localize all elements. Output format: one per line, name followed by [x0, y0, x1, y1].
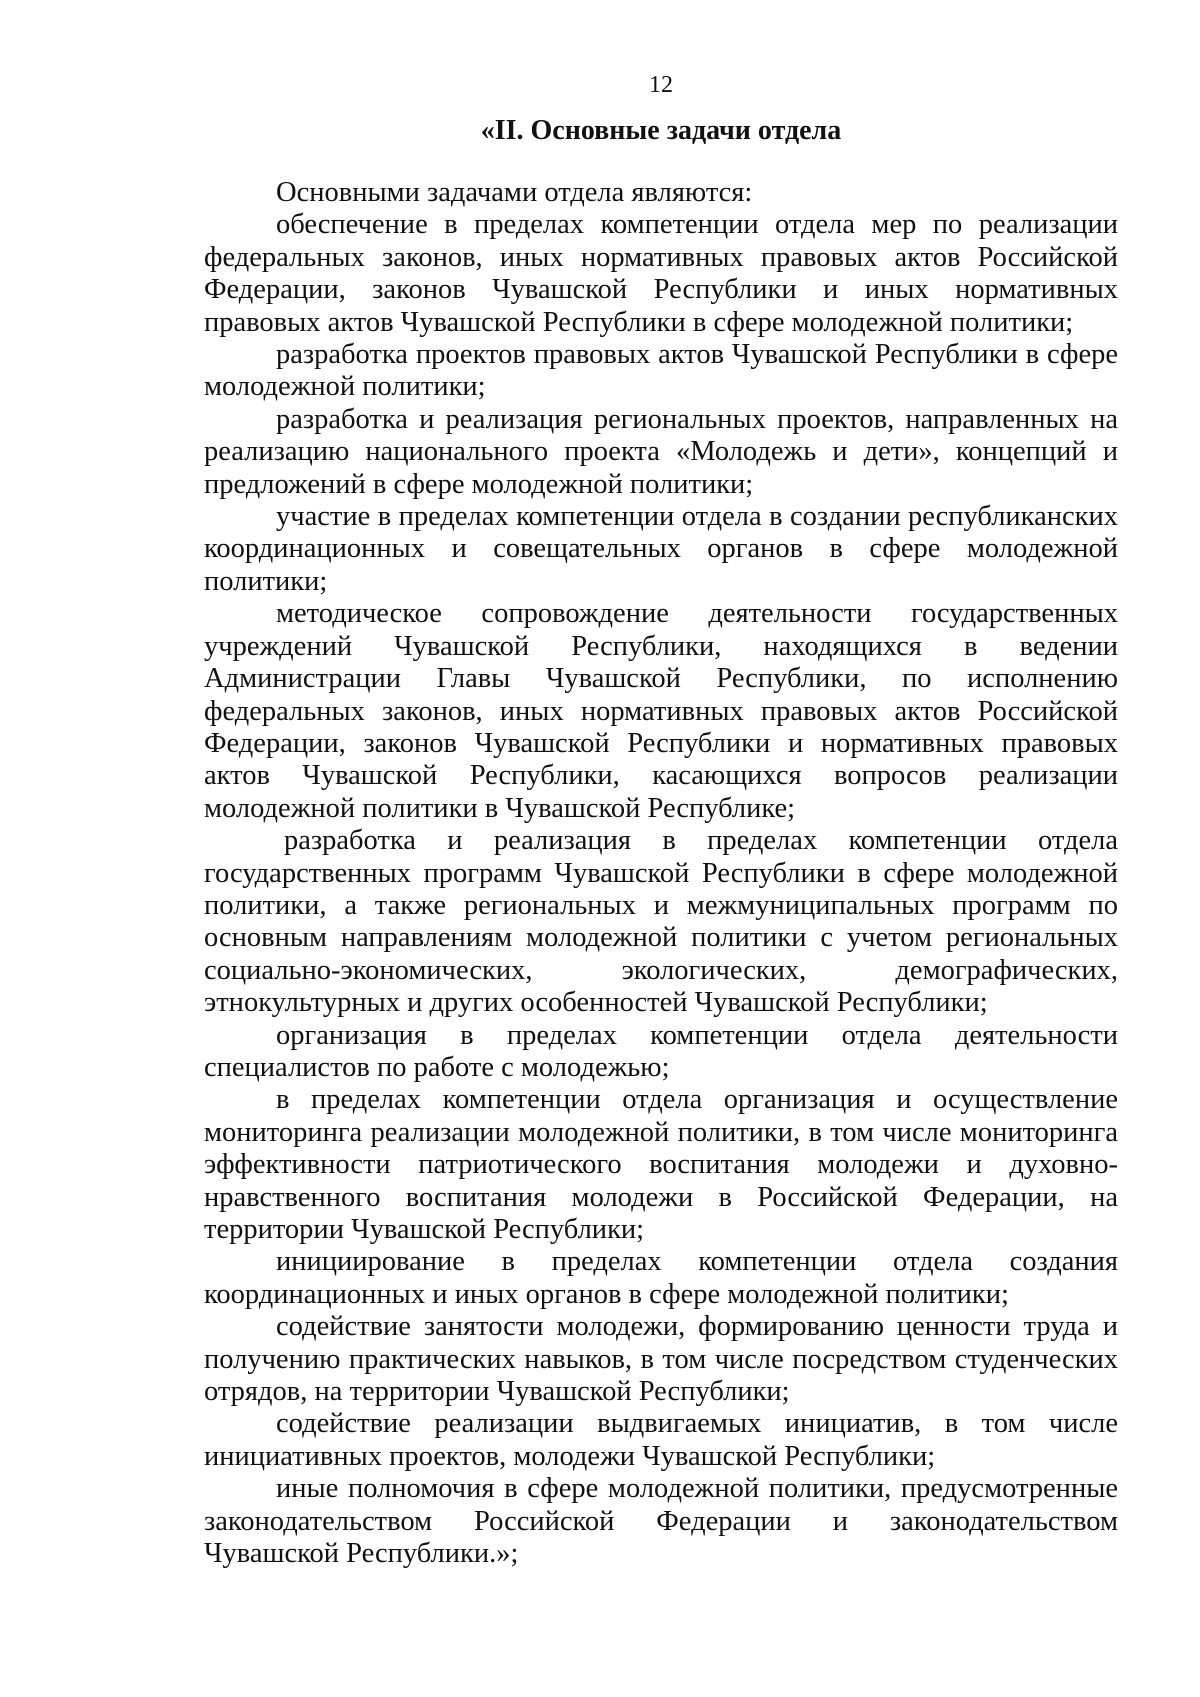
page-number: 12	[649, 72, 673, 98]
task-item: иные полномочия в сфере молодежной политики, предусмотренные законодательством Российской Федерации и законодательством Чувашской Республики.»;	[204, 1473, 1118, 1570]
task-item: участие в пределах компетенции отдела в создании республиканских координационных и совещательных органов в сфере молодежной политики;	[204, 501, 1118, 597]
task-item: методическое сопровождение деятельности государственных учреждений Чувашской Республики, находящихся в ведении Администрации Главы Чувашской Республики, по исполнению федеральных законов, иных нормативных правовых актов Российской Федерации, законов Чувашской Республики и нормативных правовых актов Чувашской Республики, касающихся вопросов реализации молодежной политики в Чувашской Республике;	[204, 598, 1118, 824]
task-item: в пределах компетенции отдела организация и осуществление мониторинга реализации молодежной политики, в том числе мониторинга эффективности патриотического воспитания молодежи и духовно-нравственного воспитания молодежи в Российской Федерации, на территории Чувашской Республики;	[204, 1084, 1118, 1245]
section-title: «II. Основные задачи отдела	[480, 115, 842, 146]
task-item: содействие реализации выдвигаемых инициатив, в том числе инициативных проектов, молодежи Чувашской Республики;	[204, 1408, 1118, 1472]
task-item: организация в пределах компетенции отдела деятельности специалистов по работе с молодежью;	[204, 1019, 1118, 1083]
task-item: содействие занятости молодежи, формированию ценности труда и получению практических навыков, в том числе посредством студенческих отрядов, на территории Чувашской Республики;	[204, 1311, 1118, 1408]
document-body	[204, 177, 1118, 1570]
task-item: разработка проектов правовых актов Чувашской Республики в сфере молодежной политики;	[204, 339, 1118, 403]
task-item: инициирование в пределах компетенции отдела создания координационных и иных органов в сфере молодежной политики;	[204, 1246, 1118, 1310]
task-item: обеспечение в пределах компетенции отдела мер по реализации федеральных законов, иных нормативных правовых актов Российской Федерации, законов Чувашской Республики и иных нормативных правовых актов Чувашской Республики в сфере молодежной политики;	[204, 209, 1118, 338]
task-item: разработка и реализация региональных проектов, направленных на реализацию национального проекта «Молодежь и дети», концепций и предложений в сфере молодежной политики;	[204, 403, 1118, 500]
document-page	[204, 0, 1118, 1697]
task-item: разработка и реализация в пределах компетенции отдела государственных программ Чувашской Республики в сфере молодежной политики, а также региональных и межмуниципальных программ по основным направлениям молодежной политики с учетом региональных социально-экономических, экологических, демографических, этнокультурных и других особенностей Чувашской Республики;	[204, 825, 1118, 1019]
intro-paragraph: Основными задачами отдела являются:	[276, 177, 753, 208]
